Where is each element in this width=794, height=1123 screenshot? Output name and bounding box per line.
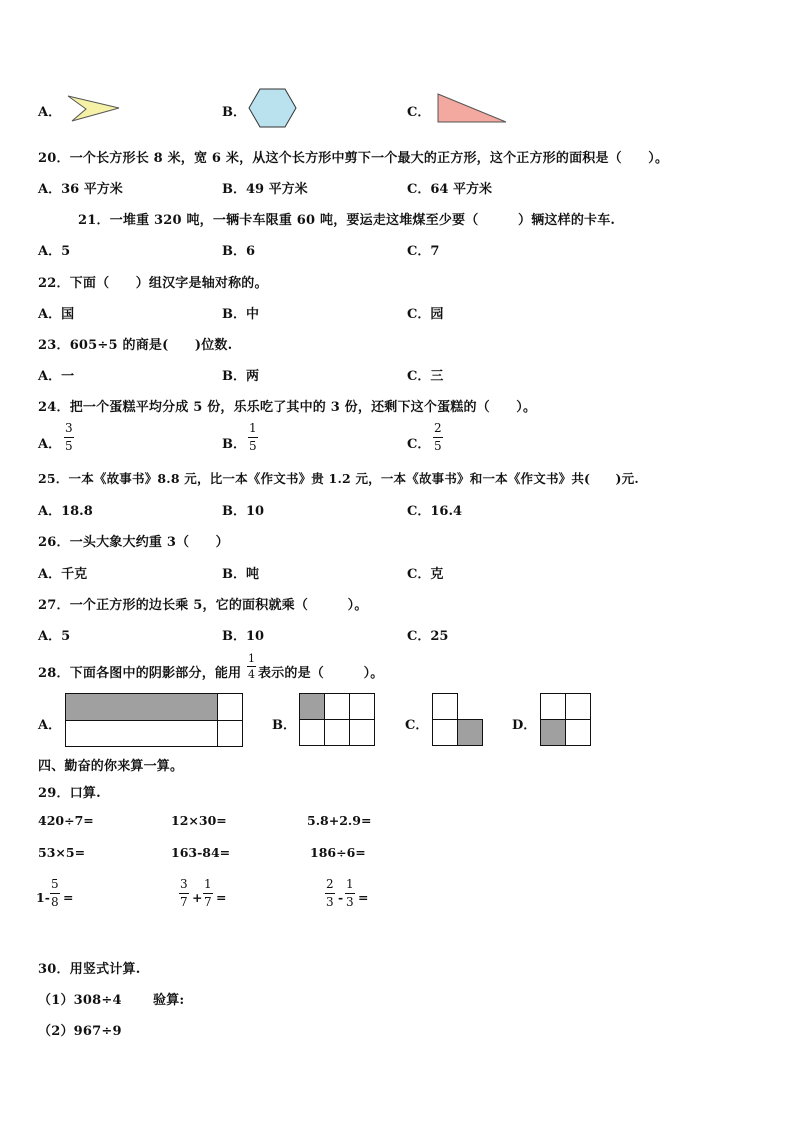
shaded-cell	[65, 693, 218, 721]
fraction-numerator: 1	[248, 652, 255, 665]
q26-option-b: B．吨	[222, 567, 259, 582]
fraction-denominator: 7	[180, 895, 188, 909]
q27-text: 27．一个正方形的边长乘 5，它的面积就乘（ ）。	[38, 598, 368, 613]
q28-text-after: 表示的是（ ）。	[258, 666, 384, 681]
fraction-bar	[64, 437, 74, 438]
calc-item: 5.8+2.9=	[307, 813, 372, 828]
grid-cell	[432, 719, 458, 746]
q24-option-a-fraction	[64, 421, 74, 454]
q23-text: 23．605÷5 的商是( )位数.	[38, 338, 233, 353]
q24-option-b-fraction	[248, 421, 258, 454]
q28-text-before: 28．下面各图中的阴影部分，能用	[38, 666, 242, 681]
fraction-denominator: 5	[434, 439, 442, 453]
q19-option-a-label: A．	[38, 105, 62, 120]
q27-option-c: C．25	[407, 629, 449, 644]
calc-item: 186÷6=	[310, 845, 366, 860]
q20-option-a: A．36 平方米	[38, 182, 123, 197]
q21-option-a: A．5	[38, 244, 71, 259]
q26-option-a: A．千克	[38, 567, 88, 582]
calc-fraction	[325, 877, 335, 910]
fraction-denominator: 3	[346, 895, 354, 909]
q28-option-c-label: C．	[405, 718, 429, 733]
grid-cell	[565, 719, 591, 746]
fraction-bar	[203, 893, 213, 894]
fraction-denominator: 4	[248, 668, 255, 681]
q23-option-b: B．两	[222, 369, 259, 384]
calc-prefix: 1-	[36, 890, 50, 905]
q23-option-c: C．三	[407, 369, 444, 384]
q28-figure-a	[65, 693, 243, 747]
grid-cell	[349, 693, 375, 720]
fraction-numerator: 2	[434, 421, 442, 435]
shaded-cell	[457, 719, 483, 746]
q24-option-c-label: C．	[407, 437, 431, 452]
q28-fraction	[247, 652, 256, 681]
q21-option-c: C．7	[407, 244, 440, 259]
q25-text: 25．一本《故事书》8.8 元，比一本《作文书》贵 1.2 元，一本《故事书》和一本《作文书》共( )元.	[38, 471, 639, 486]
grid-cell	[217, 720, 243, 747]
fraction-denominator: 3	[326, 895, 334, 909]
q20-text: 20．一个长方形长 8 米，宽 6 米，从这个长方形中剪下一个最大的正方形，这个正方形的面积是（ ）。	[38, 151, 669, 166]
calc-operator: -	[338, 890, 344, 905]
calc-item: 12×30=	[171, 813, 227, 828]
grid-cell	[217, 693, 243, 721]
q21-option-b: B．6	[222, 244, 256, 259]
q20-option-c: C．64 平方米	[407, 182, 492, 197]
calc-item: 53×5=	[38, 845, 86, 860]
triangle-shape	[436, 92, 508, 124]
fraction-bar	[179, 893, 189, 894]
q25-option-b: B．10	[222, 504, 265, 519]
calc-fraction	[50, 877, 60, 910]
q24-option-c-fraction	[433, 421, 443, 454]
fraction-numerator: 5	[51, 877, 59, 891]
grid-cell	[565, 693, 591, 720]
q30-item-1: （1）308÷4	[38, 993, 122, 1008]
q25-option-a: A．18.8	[38, 504, 93, 519]
q24-text: 24．把一个蛋糕平均分成 5 份，乐乐吃了其中的 3 份，还剩下这个蛋糕的（ ）。	[38, 400, 537, 415]
fraction-bar	[433, 437, 443, 438]
q28-option-d-label: D．	[512, 718, 537, 733]
q22-option-c: C．园	[407, 307, 444, 322]
hexagon-shape	[248, 87, 298, 131]
q21-text: 21．一堆重 320 吨，一辆卡车限重 60 吨，要运走这堆煤至少要（ ）辆这样的卡车.	[78, 213, 616, 228]
grid-cell	[324, 693, 350, 720]
q19-option-c-label: C．	[407, 105, 431, 120]
fraction-numerator: 1	[204, 877, 212, 891]
q24-option-a-label: A．	[38, 437, 62, 452]
q23-option-a: A．一	[38, 369, 75, 384]
calc-equals: =	[216, 890, 227, 905]
grid-cell	[299, 719, 325, 746]
q22-option-b: B．中	[222, 307, 259, 322]
fraction-bar	[50, 893, 60, 894]
q28-figure-b	[299, 693, 375, 746]
fraction-denominator: 5	[249, 439, 257, 453]
section-4-title: 四、勤奋的你来算一算。	[38, 759, 184, 774]
fraction-numerator: 3	[65, 421, 73, 435]
q28-option-b-label: B．	[272, 718, 296, 733]
q22-option-a: A．国	[38, 307, 75, 322]
grid-cell	[432, 693, 458, 720]
q22-text: 22．下面（ ）组汉字是轴对称的。	[38, 276, 268, 291]
q30-check-label: 验算:	[153, 993, 185, 1008]
calc-item: 420÷7=	[38, 813, 94, 828]
fraction-bar	[247, 666, 256, 667]
q25-option-c: C．16.4	[407, 504, 463, 519]
calc-fraction	[345, 877, 355, 910]
grid-cell	[65, 720, 218, 747]
fraction-denominator: 5	[65, 439, 73, 453]
shaded-cell	[299, 693, 325, 720]
q27-option-a: A．5	[38, 629, 71, 644]
q27-option-b: B．10	[222, 629, 265, 644]
fraction-denominator: 8	[51, 895, 59, 909]
calc-fraction	[179, 877, 189, 910]
q19-option-b-label: B．	[222, 105, 246, 120]
fraction-denominator: 7	[204, 895, 212, 909]
calc-fraction	[203, 877, 213, 910]
q28-figure-d	[540, 693, 591, 746]
grid-cell	[324, 719, 350, 746]
q29-title: 29．口算.	[38, 786, 101, 801]
q24-option-b-label: B．	[222, 437, 246, 452]
calc-equals: =	[358, 890, 369, 905]
fraction-bar	[325, 893, 335, 894]
q28-option-a-label: A．	[38, 718, 62, 733]
fraction-numerator: 3	[180, 877, 188, 891]
calc-equals: =	[63, 890, 74, 905]
fraction-numerator: 2	[326, 877, 334, 891]
q20-option-b: B．49 平方米	[222, 182, 308, 197]
calc-item: 163-84=	[171, 845, 231, 860]
grid-cell	[349, 719, 375, 746]
grid-cell	[540, 693, 566, 720]
arrow-shape	[66, 94, 122, 124]
calc-operator: +	[192, 890, 203, 905]
fraction-bar	[248, 437, 258, 438]
q26-option-c: C．克	[407, 567, 444, 582]
fraction-numerator: 1	[346, 877, 354, 891]
q30-title: 30．用竖式计算.	[38, 962, 141, 977]
q30-item-2: （2）967÷9	[38, 1024, 122, 1039]
fraction-numerator: 1	[249, 421, 257, 435]
fraction-bar	[345, 893, 355, 894]
q26-text: 26．一头大象大约重 3（ ）	[38, 535, 229, 550]
shaded-cell	[540, 719, 566, 746]
q28-figure-c	[432, 693, 483, 746]
